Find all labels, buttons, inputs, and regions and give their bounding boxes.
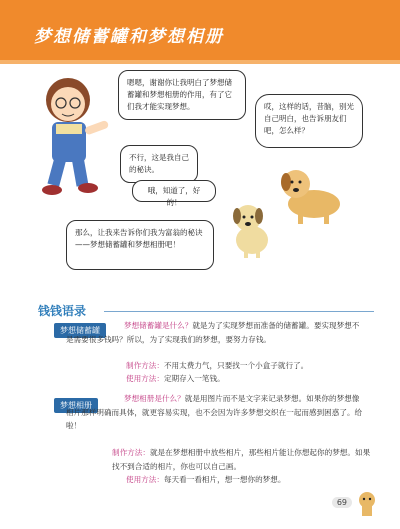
p1-method-label: 制作方法： [126, 361, 164, 370]
p2-usage: 每天看一看相片，想一想你的梦想。 [163, 475, 286, 484]
page-number: 69 [332, 497, 352, 508]
p2-method: 就是在梦想相册中放些相片，那些相片能让你想起你的梦想。如果找不到合适的相片，你也可以自己画。 [112, 448, 371, 471]
speech-bubble-4 [132, 180, 216, 207]
p1-method-line [126, 359, 376, 373]
p1-question: 梦想储蓄罐是什么？ [124, 321, 193, 330]
tag-dream-piggybank: 梦想储蓄罐 [54, 323, 106, 338]
p1-answer: 就是为了实现梦想而准备的储蓄罐。要实现梦想不是需要很多钱吗？所以，为了实现我们的梦想，要努力存钱。 [66, 321, 360, 344]
bubble-3-text: 哎，这样的话，昔脑，别光自己明白，也告诉朋友们吧，怎么样？ [264, 102, 354, 135]
paragraph-piggybank [66, 319, 366, 346]
page-title: 梦想储蓄罐和梦想相册 [34, 27, 224, 47]
speech-bubble-3 [255, 94, 363, 148]
p2-usage-label: 使用方法： [126, 475, 164, 484]
mascot-icon [354, 488, 380, 518]
p2-method-label: 制作方法： [112, 448, 150, 457]
section-title: 钱钱语录 [38, 304, 87, 318]
bubble-5-text: 那么，让我来告诉你们我为富翁的秘诀——梦想储蓄罐和梦想相册吧！ [75, 228, 203, 249]
girl-illustration [28, 62, 118, 197]
bubble-1-text: 嗯嗯，谢谢你让我明白了梦想储蓄罐和梦想相册的作用，有了它们我才能实现梦想。 [127, 78, 232, 111]
bubble-2-text: 不行，这是我自己的秘诀。 [129, 153, 189, 174]
p2-question: 梦想相册是什么？ [124, 394, 185, 403]
dog-illustration [276, 158, 346, 228]
paragraph-album [66, 392, 366, 433]
section-divider [104, 311, 374, 312]
puppy-illustration [222, 196, 278, 260]
speech-bubble-2 [120, 145, 198, 183]
p1-usage-label: 使用方法： [126, 374, 164, 383]
p1-usage-line [126, 372, 376, 386]
p1-usage: 定期存入一笔钱。 [163, 374, 225, 383]
speech-bubble-5 [66, 220, 214, 270]
p2-method-line [112, 446, 374, 473]
p2-answer: 就是用图片而不是文字来记录梦想。如果你的梦想像相片那样明确而具体，就更容易实现，也不会因为许多梦想交织在一起而感到困惑了。给啦！ [66, 394, 363, 430]
speech-bubble-1 [118, 70, 246, 120]
tag-dream-album: 梦想相册 [54, 398, 98, 413]
bubble-4-text: 哦，知道了，好的！ [147, 186, 201, 207]
p1-method: 不用太费力气，只要找一个小盒子就行了。 [163, 361, 309, 370]
p2-usage-line [126, 473, 376, 487]
